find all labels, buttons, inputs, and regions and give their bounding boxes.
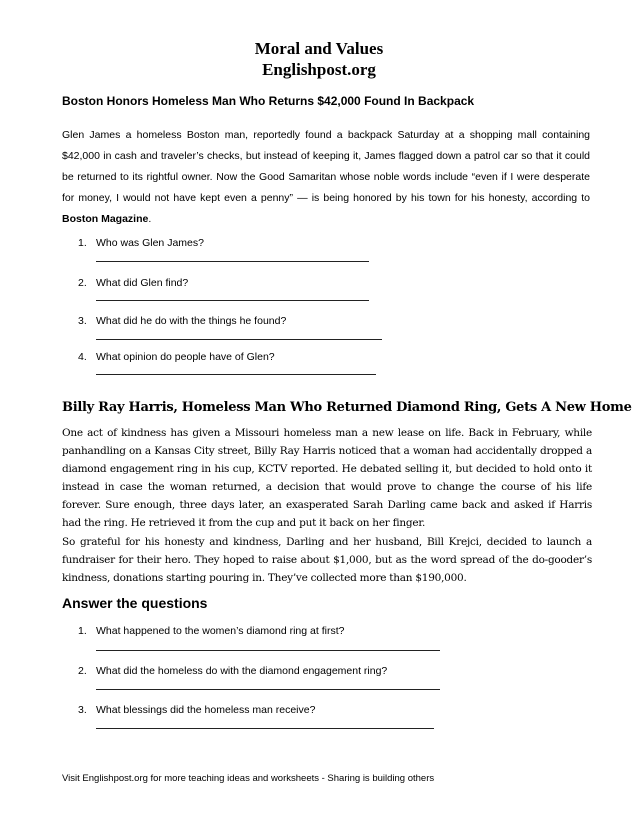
question-text: What opinion do people have of Glen?	[96, 351, 275, 363]
question-text: What did Glen find?	[96, 277, 189, 289]
answer-line[interactable]	[96, 689, 440, 690]
question-text: What did he do with the things he found?	[96, 315, 287, 327]
document-title: Moral and Values	[254, 39, 384, 58]
question-number: 3.	[78, 704, 87, 716]
article2-paragraph: So grateful for his honesty and kindness, Darling and her husband, Bill Krejci, decided to launch a fundraiser for their hero. They hoped to raise about $1,000, but as the word spread of the do-gooder’s kindness, donations starting pouring in. They’ve collected more than $190,000.	[62, 536, 592, 584]
answer-line[interactable]	[96, 339, 382, 340]
question-number: 4.	[78, 351, 87, 363]
answer-line[interactable]	[96, 261, 369, 262]
footer-text: Visit Englishpost.org for more teaching ideas and worksheets - Sharing is building others	[62, 773, 435, 784]
question-number: 1.	[78, 625, 87, 637]
question-number: 1.	[78, 237, 87, 249]
question-text: What happened to the women’s diamond ring at first?	[96, 625, 345, 637]
question-text: What blessings did the homeless man receive?	[96, 704, 316, 716]
question-text: Who was Glen James?	[96, 237, 204, 249]
question-number: 2.	[78, 665, 87, 677]
article1-text: Glen James a homeless Boston man, reportedly found a backpack Saturday at a shopping mall containing $42,000 in cash and traveler’s checks, but instead of keeping it, James flagged down a patrol car so that it could be returned to its rightful owner. Now the Good Samaritan whose noble words include “even if I were desperate for money, I would not have kept even a penny” — is being honored by his town for his honesty, according to	[62, 129, 590, 204]
article1-heading: Boston Honors Homeless Man Who Returns $42,000 Found In Backpack	[62, 94, 475, 108]
article1-source: Boston Magazine	[62, 213, 149, 225]
answer-line[interactable]	[96, 650, 440, 651]
answer-section-heading: Answer the questions	[62, 595, 208, 611]
article2-paragraph: One act of kindness has given a Missouri homeless man a new lease on life. Back in February, while panhandling on a Kansas City street, Billy Ray Harris noticed that a woman had accidentally dropped a diamond engagement ring in his cup, KCTV reported. He debated selling it, but decided to hold onto it instead in case the woman returned, a decision that would prove to change the course of his life forever. Sure enough, three days later, an exasperated Sarah Darling came back and asked if Harris had the ring. He retrieved it from the cup and put it back on her finger.	[62, 427, 592, 529]
question-number: 2.	[78, 277, 87, 289]
question-number: 3.	[78, 315, 87, 327]
question-text: What did the homeless do with the diamond engagement ring?	[96, 665, 388, 677]
article1-body	[62, 125, 590, 230]
answer-line[interactable]	[96, 728, 434, 729]
article1-end: .	[148, 213, 152, 225]
document-site: Englishpost.org	[262, 60, 376, 79]
article2-heading: Billy Ray Harris, Homeless Man Who Returned Diamond Ring, Gets A New Home	[62, 400, 632, 415]
answer-line[interactable]	[96, 300, 369, 301]
answer-line[interactable]	[96, 374, 376, 375]
